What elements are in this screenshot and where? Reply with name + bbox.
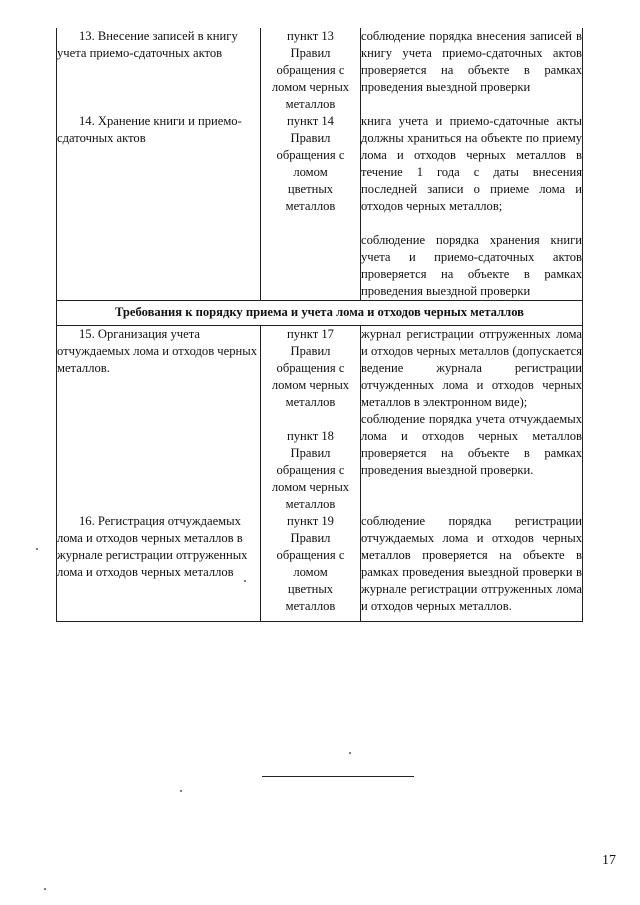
legal-reference-line: обращения с <box>276 148 345 162</box>
legal-reference-line: металлов <box>285 395 336 409</box>
verification-text: соблюдение порядка регистрации отчуждаемых лома и отходов черных металлов проверяется на объекте в рамках проведения выездной проверки в журнале регистрации отгруженных лома и отходов черных металлов. <box>361 514 582 613</box>
scan-speck <box>244 580 246 582</box>
legal-reference-line: металлов <box>285 199 336 213</box>
legal-reference-line: ломом <box>293 565 328 579</box>
legal-reference-line: обращения с <box>276 361 345 375</box>
verification-text: книга учета и приемо-сдаточные акты должны храниться на объекте по приему лома и отходов черных металлов в течение 1 года с даты внесения последней записи о приеме лома и отходов черных металлов; <box>361 114 582 213</box>
legal-reference-line: ломом <box>293 165 328 179</box>
legal-reference-line: металлов <box>285 497 336 511</box>
legal-reference-line: обращения с <box>276 463 345 477</box>
legal-reference-line: цветных <box>287 182 334 196</box>
page-number: 17 <box>602 853 616 868</box>
verification-text: соблюдение порядка хранения книги учета и приемо-сдаточных актов проверяется на объекте в рамках проведения выездной проверки <box>361 233 582 298</box>
section-heading: Требования к порядку приема и учета лома и отходов черных металлов <box>57 301 583 326</box>
closing-rule <box>262 776 414 777</box>
legal-reference-line: ломом черных <box>271 480 350 494</box>
legal-reference-line: металлов <box>285 97 336 111</box>
legal-reference-line: цветных <box>287 582 334 596</box>
legal-reference-line: Правил <box>290 131 331 145</box>
requirements-table <box>56 28 583 622</box>
legal-reference-line: Правил <box>290 531 331 545</box>
legal-reference-line: пункт 18 <box>287 429 334 443</box>
legal-reference-line: обращения с <box>276 63 345 77</box>
legal-reference-line: Правил <box>290 46 331 60</box>
legal-reference-line: пункт 14 <box>287 114 334 128</box>
scan-speck <box>349 752 351 754</box>
table-row <box>57 513 583 622</box>
legal-reference-line: Правил <box>290 446 331 460</box>
table-row <box>57 28 583 113</box>
scan-speck <box>180 790 182 792</box>
verification-text: соблюдение порядка учета отчуждаемых лома и отходов черных металлов проверяется на объекте в рамках проведения выездной проверки. <box>361 412 582 477</box>
table-row <box>57 113 583 301</box>
legal-reference-line: пункт 13 <box>287 29 334 43</box>
legal-reference-line: Правил <box>290 344 331 358</box>
section-heading-row <box>57 301 583 326</box>
requirement-name: 15. Организация учета отчуждаемых лома и отходов черных металлов. <box>57 327 258 375</box>
legal-reference-line: металлов <box>285 599 336 613</box>
scan-speck <box>44 888 46 890</box>
legal-reference-line: пункт 17 <box>287 327 334 341</box>
legal-reference-line: обращения с <box>276 548 345 562</box>
verification-text: журнал регистрации отгруженных лома и отходов черных металлов (допускается ведение журнала регистрации отчужденных лома и отходов черных металлов в электронном виде); <box>361 327 582 409</box>
requirement-name: 13. Внесение записей в книгу учета приемо-сдаточных актов <box>57 29 238 60</box>
table-row <box>57 326 583 514</box>
legal-reference-line: пункт 19 <box>287 514 334 528</box>
legal-reference-line: ломом черных <box>271 80 350 94</box>
legal-reference-line: ломом черных <box>271 378 350 392</box>
scan-speck <box>36 548 38 550</box>
requirement-name: 14. Хранение книги и приемо-сдаточных актов <box>57 114 242 145</box>
verification-text: соблюдение порядка внесения записей в книгу учета приемо-сдаточных актов проверяется на объекте в рамках проведения выездной проверки <box>361 29 582 94</box>
requirement-name: 16. Регистрация отчуждаемых лома и отходов черных металлов в журнале регистрации отгруженных лома и отходов черных металлов <box>57 514 248 579</box>
